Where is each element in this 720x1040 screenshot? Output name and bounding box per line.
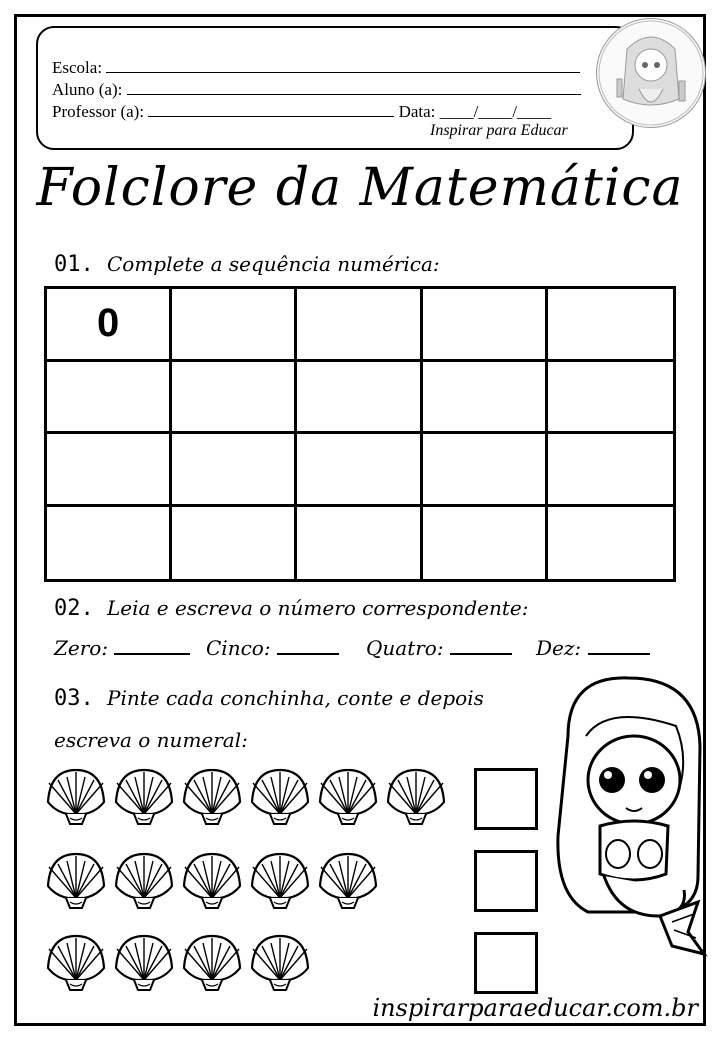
q1-number: 01. <box>54 252 94 277</box>
q2-item-label: Cinco: <box>206 636 271 660</box>
seashell-icon[interactable] <box>180 932 244 994</box>
professor-label: Professor (a): <box>52 102 145 121</box>
answer-box[interactable] <box>474 768 538 830</box>
grid-cell[interactable] <box>172 289 297 362</box>
grid-cell[interactable] <box>172 507 297 580</box>
q2-item-zero <box>54 636 190 660</box>
q3-prompt <box>54 686 484 711</box>
answer-blank[interactable] <box>588 637 650 655</box>
q1-text: Complete a sequência numérica: <box>107 252 440 276</box>
header-credit: Inspirar para Educar <box>430 122 568 139</box>
grid-cell[interactable] <box>47 362 172 435</box>
grid-cell[interactable] <box>548 289 673 362</box>
grid-cell[interactable]: 0 <box>47 289 172 362</box>
seashell-icon[interactable] <box>44 850 108 912</box>
escola-line <box>52 58 580 78</box>
grid-cell[interactable] <box>423 289 548 362</box>
teacher-avatar-icon <box>597 19 705 127</box>
seashell-icon[interactable] <box>112 850 176 912</box>
q2-prompt <box>54 596 529 621</box>
q2-text: Leia e escreva o número correspondente: <box>107 596 529 620</box>
seashell-icon[interactable] <box>44 932 108 994</box>
grid-cell[interactable] <box>297 434 422 507</box>
q1-prompt <box>54 252 440 277</box>
grid-cell[interactable] <box>297 362 422 435</box>
professor-field[interactable] <box>148 102 394 117</box>
seashell-icon[interactable] <box>180 766 244 828</box>
seashell-icon[interactable] <box>248 932 312 994</box>
seashell-icon[interactable] <box>384 766 448 828</box>
grid-cell[interactable] <box>47 434 172 507</box>
aluno-label: Aluno (a): <box>52 80 123 99</box>
answer-blank[interactable] <box>114 637 190 655</box>
aluno-field[interactable] <box>127 80 581 95</box>
grid-cell[interactable] <box>548 362 673 435</box>
footer-site: inspirarparaeducar.com.br <box>372 994 698 1022</box>
mermaid-illustration <box>548 676 708 976</box>
answer-blank[interactable] <box>277 637 339 655</box>
aluno-line <box>52 80 581 100</box>
grid-cell[interactable] <box>423 362 548 435</box>
grid-cell[interactable] <box>297 507 422 580</box>
professor-line <box>52 102 551 122</box>
seashell-icon[interactable] <box>248 850 312 912</box>
page-title: Folclore da Matemática <box>36 158 684 218</box>
number-grid <box>44 286 676 582</box>
q3-text-line2: escreva o numeral: <box>54 728 248 752</box>
q2-number: 02. <box>54 596 94 621</box>
q2-item-label: Quatro: <box>366 636 444 660</box>
grid-cell[interactable] <box>172 362 297 435</box>
q2-item-label: Zero: <box>54 636 109 660</box>
seashell-icon[interactable] <box>112 766 176 828</box>
q2-item-cinco <box>206 636 339 660</box>
grid-cell[interactable] <box>47 507 172 580</box>
seashell-icon[interactable] <box>180 850 244 912</box>
seashell-icon[interactable] <box>112 932 176 994</box>
escola-field[interactable] <box>106 58 580 73</box>
teacher-logo <box>596 18 706 128</box>
answer-box[interactable] <box>474 850 538 912</box>
grid-cell[interactable] <box>297 289 422 362</box>
seashell-icon[interactable] <box>316 766 380 828</box>
q2-item-quatro <box>366 636 512 660</box>
grid-cell[interactable] <box>423 434 548 507</box>
q3-text-line1: Pinte cada conchinha, conte e depois <box>107 686 484 710</box>
grid-cell[interactable] <box>172 434 297 507</box>
q2-item-label: Dez: <box>536 636 582 660</box>
grid-cell[interactable] <box>548 434 673 507</box>
mermaid-icon <box>548 676 708 976</box>
seashell-icon[interactable] <box>316 850 380 912</box>
grid-cell[interactable] <box>423 507 548 580</box>
seashell-icon[interactable] <box>44 766 108 828</box>
seashell-icon[interactable] <box>248 766 312 828</box>
answer-box[interactable] <box>474 932 538 994</box>
answer-blank[interactable] <box>450 637 512 655</box>
escola-label: Escola: <box>52 58 103 77</box>
q3-number: 03. <box>54 686 94 711</box>
grid-cell[interactable] <box>548 507 673 580</box>
data-label: Data: ____/____/____ <box>398 102 552 121</box>
q2-item-dez <box>536 636 650 660</box>
q3-prompt-line2 <box>54 728 248 753</box>
